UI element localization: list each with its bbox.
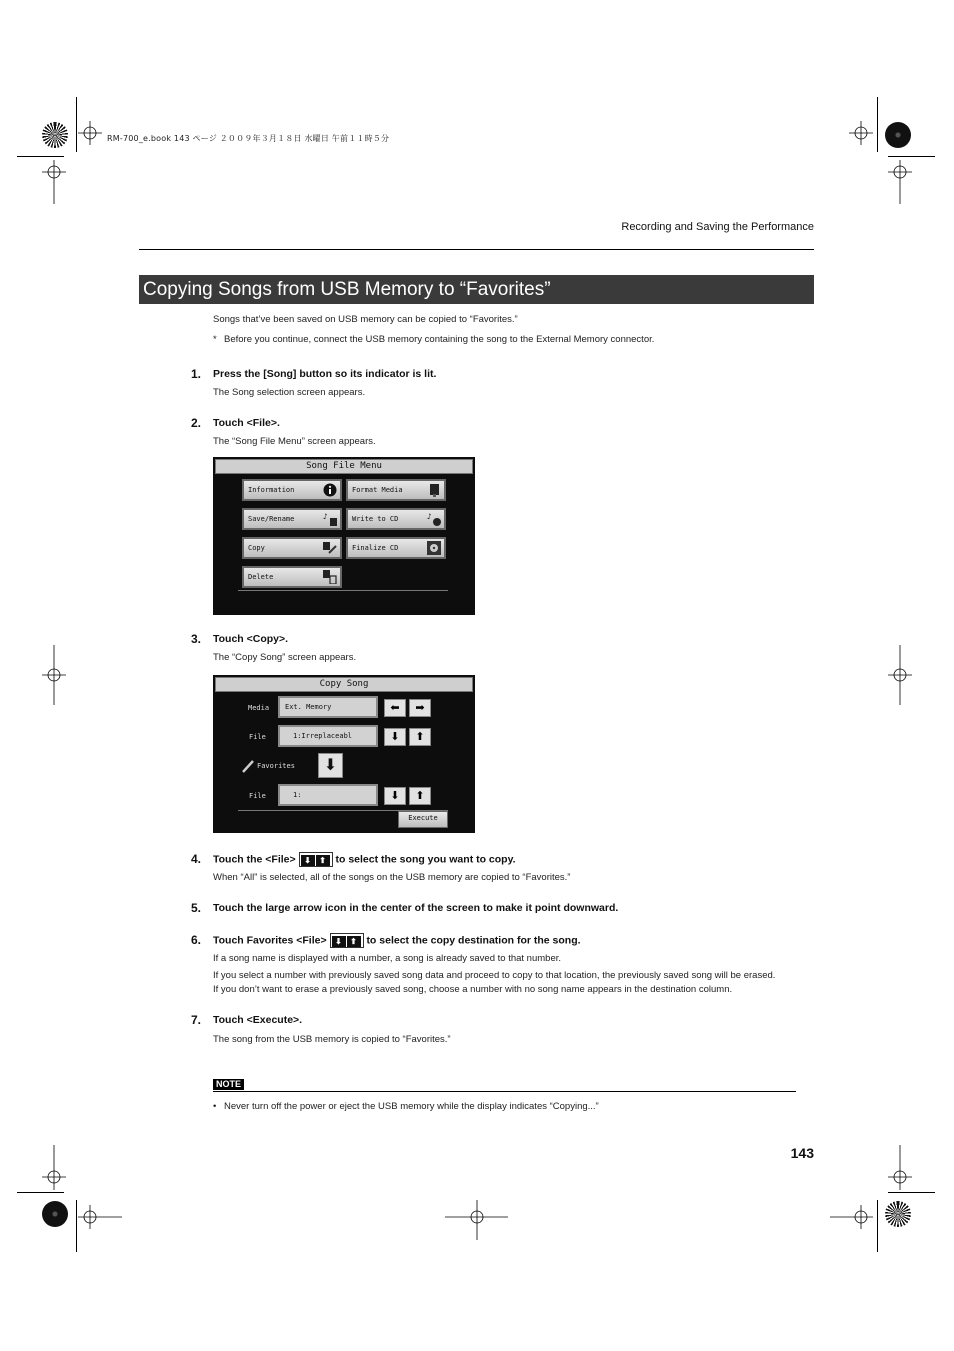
song-file-menu-screen [213,457,475,615]
copy-icon [323,541,337,555]
down-arrow-icon: ⬇ [301,855,315,866]
copy-button[interactable] [242,537,342,559]
up-arrow-icon: ⬆ [347,936,361,947]
source-file-field[interactable]: 1:Irreplaceabl [278,725,378,747]
header-rule [139,249,814,250]
finalize-cd-icon [427,541,441,555]
step-text: Touch <File>. [213,417,280,429]
note-text: Never turn off the power or eject the USB memory while the display indicates “Copying...” [224,1101,599,1112]
screen-title: Song File Menu [215,459,473,474]
pencil-icon [241,759,255,773]
note-bullet: • [213,1101,217,1112]
screen-divider [238,590,448,591]
file-up-button[interactable]: ⬆ [409,728,431,746]
write-cd-icon [427,512,441,526]
step-result: The “Copy Song” screen appears. [213,652,357,663]
step-number: 5. [191,901,202,915]
finalize-cd-button[interactable] [346,537,446,559]
direction-arrow-button[interactable]: ⬇ [318,753,343,778]
info-icon [323,483,337,497]
favorites-label: Favorites [257,762,295,770]
step-text-part: Touch the <File> [213,853,296,866]
print-header: RM-700_e.book 143 ページ ２００９年３月１８日 水曜日 午前１１時５分 [107,134,390,143]
right-arrow-button[interactable]: ➡ [409,699,431,717]
left-arrow-button[interactable]: ⬅ [384,699,406,717]
step-number: 4. [191,852,202,866]
intro-note-mark: * [213,334,217,345]
button-label: Copy [248,544,265,552]
write-to-cd-button[interactable] [346,508,446,530]
file-label: File [249,733,266,741]
note-rule [213,1091,796,1092]
screen-title: Copy Song [215,677,473,692]
step-text-part: to select the copy destination for the song. [366,934,581,947]
media-field[interactable]: Ext. Memory [278,696,378,718]
button-label: Write to CD [352,515,399,523]
step-number: 3. [191,632,202,646]
step-text: Touch <Execute>. [213,1014,303,1026]
button-label: Delete [248,573,274,581]
copy-song-screen [213,675,475,833]
dest-file-up-button[interactable]: ⬆ [409,787,431,805]
step-text: Touch the large arrow icon in the center of the screen to make it point downward. [213,902,619,914]
file-arrow-buttons [330,933,364,948]
trash-icon [323,570,337,584]
file-arrow-buttons [299,852,333,867]
button-label: Finalize CD [352,544,399,552]
step-text: Press the [Song] button so its indicator is lit. [213,368,437,380]
step-result: When “All” is selected, all of the songs on the USB memory are copied to “Favorites.” [213,872,571,883]
step-result: The song from the USB memory is copied to “Favorites.” [213,1034,451,1045]
svg-text:♪: ♪ [323,512,328,521]
delete-button[interactable] [242,566,342,588]
button-label: Format Media [352,486,403,494]
dest-file-down-button[interactable]: ⬇ [384,787,406,805]
save-song-icon [323,512,337,526]
step-number: 6. [191,933,202,947]
down-arrow-icon: ⬇ [332,936,346,947]
intro-text: Songs that’ve been saved on USB memory can be copied to “Favorites.” [213,314,518,325]
running-header: Recording and Saving the Performance [621,221,814,233]
step-result: The Song selection screen appears. [213,387,366,398]
step-text-part: Touch Favorites <File> [213,934,327,947]
step-result: The “Song File Menu” screen appears. [213,436,376,447]
step-number: 7. [191,1013,202,1027]
destination-file-field[interactable]: 1: [278,784,378,806]
execute-button[interactable]: Execute [398,811,448,828]
save-rename-button[interactable] [242,508,342,530]
step-text-part: to select the song you want to copy. [335,853,516,866]
step-number: 2. [191,416,202,430]
step-detail: If you select a number with previously saved song data and proceed to copy to that location, the previously saved song will be erased. [213,970,776,981]
note-badge: NOTE [213,1079,244,1090]
section-title: Copying Songs from USB Memory to “Favorites” [139,275,814,304]
format-media-button[interactable] [346,479,446,501]
step-text: Touch <Copy>. [213,633,289,645]
page-number: 143 [790,1145,814,1161]
media-label: Media [248,704,270,712]
usb-memory-icon [427,483,441,497]
file-label: File [249,792,266,800]
information-button[interactable] [242,479,342,501]
step-text [213,933,581,948]
step-text [213,852,516,867]
step-detail: If a song name is displayed with a number, a song is already saved to that number. [213,953,562,964]
step-detail: If you don’t want to erase a previously saved song, choose a number with no song name appears in the destination column. [213,984,733,995]
button-label: Save/Rename [248,515,295,523]
button-label: Information [248,486,295,494]
step-number: 1. [191,367,202,381]
intro-note: Before you continue, connect the USB memory containing the song to the External Memory connector. [224,334,655,345]
up-arrow-icon: ⬆ [316,855,330,866]
svg-text:♪: ♪ [427,512,432,521]
file-down-button[interactable]: ⬇ [384,728,406,746]
